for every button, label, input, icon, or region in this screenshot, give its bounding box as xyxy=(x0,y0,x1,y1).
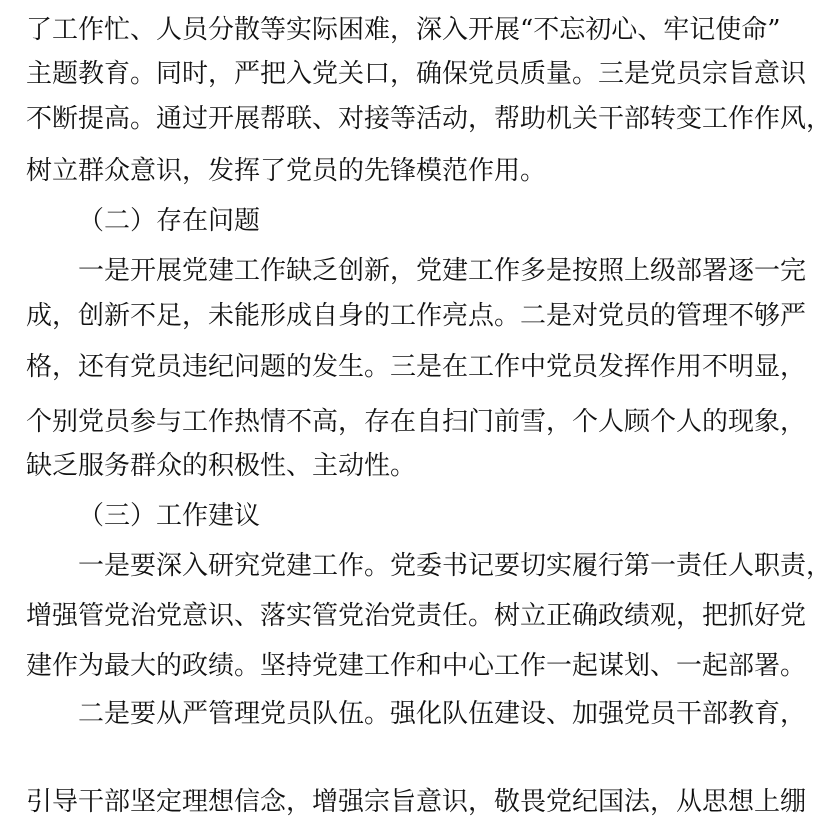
paragraph-line-13: 增强管党治党意识、落实管党治党责任。树立正确政绩观，把抓好党 xyxy=(26,601,807,631)
paragraph-line-14: 建作为最大的政绩。坚持党建工作和中心工作一起谋划、一起部署。 xyxy=(26,651,807,681)
paragraph-line-3: 不断提高。通过开展帮联、对接等活动，帮助机关干部转变工作作风， xyxy=(26,104,832,134)
paragraph-line-7: 成，创新不足，未能形成自身的工作亮点。二是对党员的管理不够严 xyxy=(26,301,807,331)
section-heading-suggestions: （三）工作建议 xyxy=(78,501,261,531)
paragraph-line-1: 了工作忙、人员分散等实际困难，深入开展“不忘初心、牢记使命” xyxy=(26,15,781,45)
paragraph-line-10: 缺乏服务群众的积极性、主动性。 xyxy=(26,451,417,481)
paragraph-line-2: 主题教育。同时，严把入党关口，确保党员质量。三是党员宗旨意识 xyxy=(26,59,807,89)
paragraph-line-16-cut-off: 引导干部坚定理想信念，增强宗旨意识，敬畏党纪国法，从思想上绷 xyxy=(26,787,807,817)
section-heading-problems: （二）存在问题 xyxy=(78,206,261,236)
paragraph-line-12: 一是要深入研究党建工作。党委书记要切实履行第一责任人职责， xyxy=(78,551,832,581)
paragraph-line-6: 一是开展党建工作缺乏创新，党建工作多是按照上级部署逐一完 xyxy=(78,256,807,286)
paragraph-line-15: 二是要从严管理党员队伍。强化队伍建设、加强党员干部教育， xyxy=(78,699,807,729)
paragraph-line-4: 树立群众意识，发挥了党员的先锋模范作用。 xyxy=(26,156,547,186)
paragraph-line-8: 格，还有党员违纪问题的发生。三是在工作中党员发挥作用不明显， xyxy=(26,352,807,382)
paragraph-line-9: 个别党员参与工作热情不高，存在自扫门前雪，个人顾个人的现象， xyxy=(26,407,807,437)
